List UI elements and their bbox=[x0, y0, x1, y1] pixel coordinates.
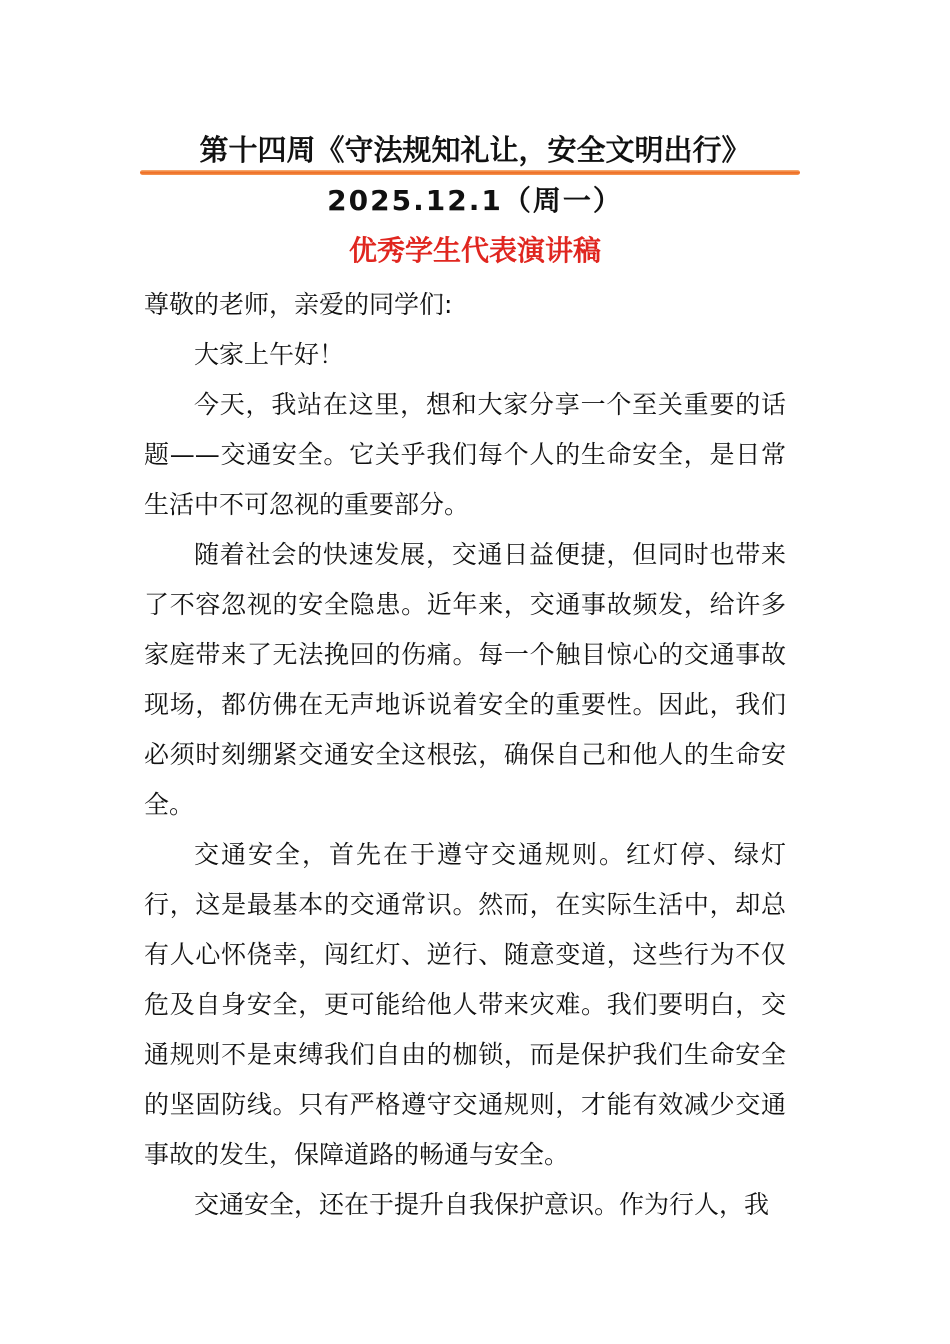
body-paragraph: 今天，我站在这里，想和大家分享一个至关重要的话题——交通安全。它关乎我们每个人的生命安全，是日常生活中不可忽视的重要部分。 bbox=[144, 390, 786, 519]
body-paragraph: 随着社会的快速发展，交通日益便捷，但同时也带来了不容忽视的安全隐患。近年来，交通事故频发，给许多家庭带来了无法挽回的伤痛。每一个触目惊心的交通事故现场，都仿佛在无声地诉说着安全的重要性。因此，我们必须时刻绷紧交通安全这根弦，确保自己和他人的生命安全。 bbox=[144, 540, 786, 819]
document-subtitle: 优秀学生代表演讲稿 bbox=[348, 234, 601, 267]
salutation-paragraph: 尊敬的老师，亲爱的同学们: bbox=[144, 290, 453, 319]
title-underline-divider bbox=[140, 170, 800, 175]
document-date: 2025.12.1（周一） bbox=[327, 184, 623, 217]
document-title: 第十四周《守法规知礼让，安全文明出行》 bbox=[199, 133, 751, 167]
body-paragraph: 交通安全，还在于提升自我保护意识。作为行人，我 bbox=[194, 1190, 770, 1219]
body-paragraph: 交通安全，首先在于遵守交通规则。红灯停、绿灯行，这是最基本的交通常识。然而，在实际生活中，却总有人心怀侥幸，闯红灯、逆行、随意变道，这些行为不仅危及自身安全，更可能给他人带来灾难。我们要明白，交通规则不是束缚我们自由的枷锁，而是保护我们生命安全的坚固防线。只有严格遵守交通规则，才能有效减少交通事故的发生，保障道路的畅通与安全。 bbox=[144, 840, 786, 1169]
speech-body bbox=[144, 280, 786, 1230]
greeting-paragraph: 大家上午好！ bbox=[194, 340, 345, 369]
